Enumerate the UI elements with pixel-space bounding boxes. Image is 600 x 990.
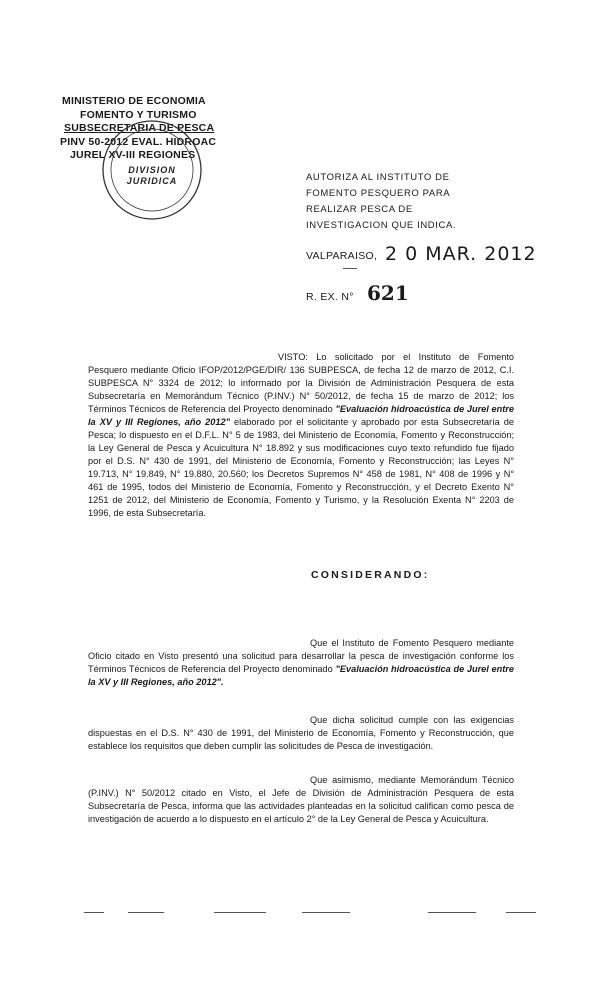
place-label: VALPARAISO, — [306, 250, 378, 262]
visto-paragraph — [88, 351, 514, 520]
footer-line-6 — [506, 912, 536, 913]
footer-line-3 — [214, 912, 266, 913]
considerando-3 — [88, 774, 514, 826]
visto-text-1: VISTO: Lo solicitado por el Instituto de Fomento Pesquero mediante Oficio IFOP/2012/PGE/DIR/ 136 SUBPESCA, de fecha 12 de marzo de 2012, C.I. SUBPESCA N° 3324 de 2012; lo informado por la División de Administración Pesquera de esta Subsecretaría en Memorándum Técnico (P.INV.) N° 50/2012, de fecha 15 de marzo de 2012; los Términos Técnicos de Referencia del Proyecto denominado — [88, 352, 514, 414]
ministry-line-4: PINV 50-2012 EVAL. HIDROAC — [60, 135, 217, 148]
ministry-line-5: JUREL XV-III REGIONES — [70, 149, 196, 161]
visto-text-2: elaborado por el solicitante y aprobado por esta Subsecretaría de Pesca; lo dispuesto en el D.F.L. N° 5 de 1983, del Ministerio de Economía, Fomento y Reconstrucción; la Ley General de Pesca y Acuicultura N° 18.892 y sus modificaciones cuyo texto refundido fue fijado por el D.S. N° 430 de 1991, del Ministerio de Economía, Fomento y Reconstrucción; las Leyes N° 19.713, N° 19.849, N° 19.880, 20.560; los Decretos Supremos N° 458 de 1981, N° 408 de 1996 y N° 461 de 1995, todos del Ministerio de Economía, Fomento y Reconstrucción, y el Decreto Exento N° 1251 de 2012, del Ministerio de Economía, Fomento y Turismo, y la Resolución Exenta N° 2203 de 1996, de esta Subsecretaría. — [88, 417, 514, 518]
footer-line-1 — [84, 912, 104, 913]
resolution-date: 2 0 MAR. 2012 — [385, 243, 537, 265]
considerando-1 — [88, 637, 514, 689]
resolution-label: R. EX. N° — [306, 291, 354, 303]
svg-text:JURIDICA: JURIDICA — [126, 176, 178, 186]
footer-line-2 — [128, 912, 164, 913]
considerando-3-text: Que asimismo, mediante Memorándum Técnico (P.INV.) N° 50/2012 citado en Visto, el Jefe de División de Administración Pesquera de esta Subsecretaría de Pesca, informa que las actividades planteadas en la solicitud califican como pesca de investigación de acuerdo a lo dispuesto en el artículo 2° de la Ley General de Pesca y Acuicultura. — [88, 775, 514, 824]
svg-text:DIVISION: DIVISION — [128, 165, 176, 175]
footer-line-5 — [428, 912, 476, 913]
resolution-subject: AUTORIZA AL INSTITUTO DE FOMENTO PESQUERO PARA REALIZAR PESCA DE INVESTIGACION QUE INDICA. — [306, 172, 457, 231]
ministry-line-1: MINISTERIO DE ECONOMIA — [62, 95, 206, 107]
ministry-line-2: FOMENTO Y TURISMO — [80, 108, 197, 121]
considerando-2-text: Que dicha solicitud cumple con las exigencias dispuestas en el D.S. N° 430 de 1991, del Ministerio de Economía, Fomento y Reconstrucción, que establece los requisitos que deben cumplir las solicitudes de Pesca de investigación. — [88, 715, 514, 751]
resolution-number: 621 — [367, 281, 409, 305]
visto-project-name: "Evaluación hidroacústica de Jurel entre la XV y III Regiones, año 2012" — [88, 404, 514, 427]
footer-line-4 — [302, 912, 350, 913]
considerando-1-text: Que el Instituto de Fomento Pesquero mediante Oficio citado en Visto presentó una solicitud para desarrollar la pesca de investigación conforme los Términos Técnicos de Referencia del Proyecto denominado — [88, 638, 514, 674]
number-mark — [343, 268, 357, 269]
considerando-title: CONSIDERANDO: — [311, 569, 430, 581]
ministry-line-3: SUBSECRETARIA DE PESCA — [64, 122, 215, 134]
considerando-1-project: "Evaluación hidroacústica de Jurel entre la XV y III Regiones, año 2012". — [88, 664, 514, 687]
division-juridica-stamp — [100, 118, 204, 222]
considerando-2 — [88, 714, 514, 753]
